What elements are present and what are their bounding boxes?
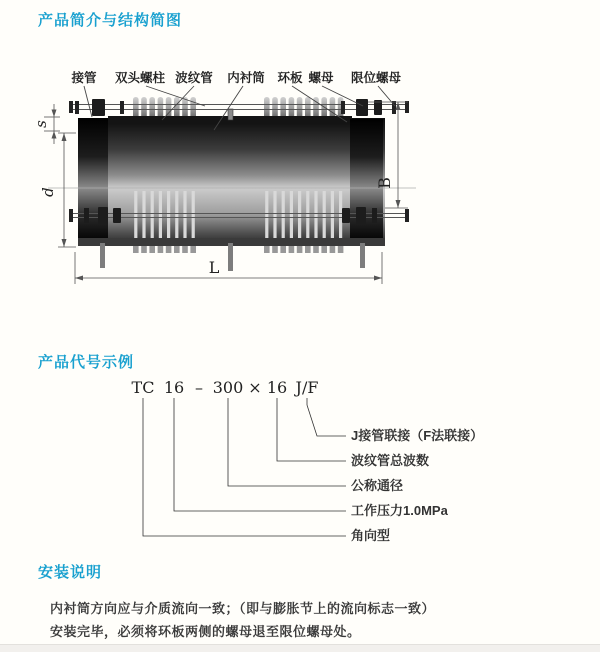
- code-part-connect: J/F: [295, 378, 319, 397]
- product-code-tree: [115, 376, 500, 552]
- legend-type: 角向型: [351, 528, 391, 543]
- section-title-intro: 产品简介与结构简图: [38, 12, 183, 29]
- dimension-s: [32, 104, 60, 144]
- dimension-d: [39, 133, 76, 247]
- code-part-diameter: 300: [212, 378, 244, 397]
- part-label-bellows: 波纹管: [175, 71, 213, 85]
- code-part-times: ×: [248, 378, 262, 397]
- nut-icon: [356, 99, 368, 116]
- bellows-crests-bottom-left: [133, 246, 196, 253]
- part-label-ring-plate: 环板: [277, 71, 303, 85]
- dim-label-L: L: [208, 258, 220, 277]
- section-title-install: 安装说明: [38, 564, 103, 581]
- dim-label-d: d: [39, 187, 57, 197]
- part-label-nut: 螺母: [308, 71, 334, 85]
- structure-diagram: [28, 56, 458, 306]
- nut-icon: [113, 208, 121, 223]
- liner-post: [228, 109, 233, 120]
- part-label-liner: 内衬筒: [227, 71, 265, 85]
- nut-icon: [92, 99, 105, 116]
- stud-icon: [341, 101, 345, 114]
- stud-icon: [372, 208, 377, 223]
- code-part-type: TC: [131, 378, 155, 397]
- stud-icon: [84, 208, 89, 223]
- nut-icon: [356, 207, 366, 224]
- bellows-crests-bottom-right: [264, 246, 343, 253]
- nut-icon: [98, 207, 108, 224]
- section-title-code: 产品代号示例: [38, 354, 135, 371]
- code-part-waves: 16: [266, 378, 288, 397]
- legend-connection: J接管联接（F法联接）: [351, 428, 484, 443]
- dim-label-B: B: [375, 177, 394, 189]
- part-label-pipe: 接管: [71, 71, 97, 85]
- nut-icon: [342, 208, 350, 223]
- legend-diameter: 公称通径: [351, 478, 404, 493]
- page-footer-strip: [0, 644, 600, 652]
- code-part-pressure: 16: [163, 378, 185, 397]
- install-instruction-line: 安装完毕，必须将环板两侧的螺母退至限位螺母处。: [50, 624, 361, 639]
- dim-label-s: s: [32, 120, 50, 128]
- part-label-stud: 双头螺柱: [114, 71, 166, 85]
- install-instruction-line: 内衬筒方向应与介质流向一致；（即与膨胀节上的流向标志一致）: [50, 601, 436, 616]
- stud-icon: [75, 101, 79, 114]
- stud-icon: [120, 101, 124, 114]
- legend-wave-count: 波纹管总波数: [351, 453, 430, 468]
- shell-upper: [78, 116, 385, 188]
- part-label-limit-nut: 限位螺母: [350, 71, 402, 85]
- code-tree-lines: [143, 398, 346, 536]
- code-part-dash: –: [195, 378, 203, 397]
- tie-rod-top: [69, 99, 409, 116]
- legend-pressure: 工作压力1.0MPa: [351, 503, 448, 518]
